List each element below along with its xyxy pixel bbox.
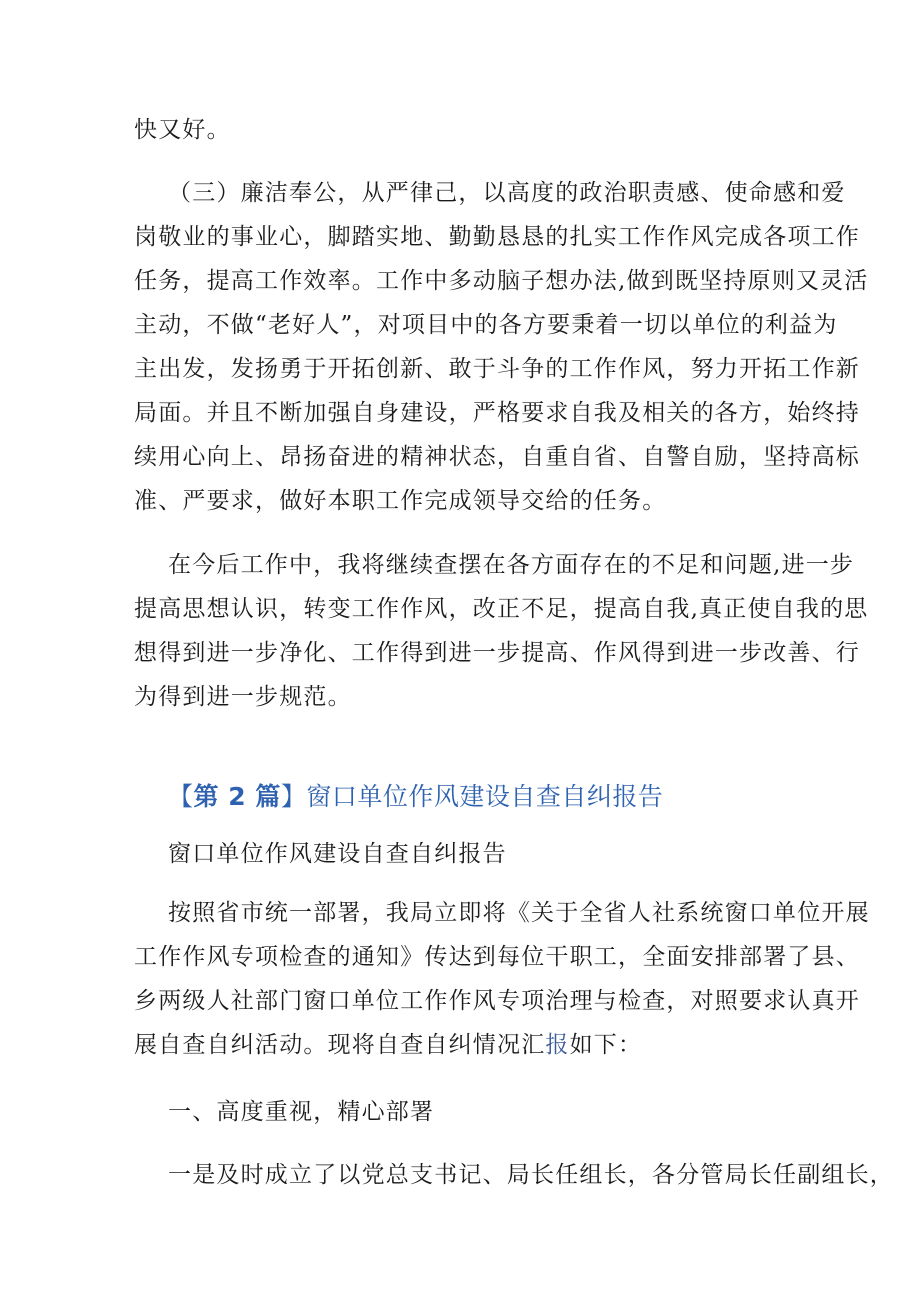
paragraph-line: 续用心向上、昂扬奋进的精神状态，自重自省、自警自励，坚持高标 [134,444,860,470]
paragraph-line: 为得到进一步规范。 [134,684,352,710]
paragraph-line: 岗敬业的事业心，脚踏实地、勤勤恳恳的扎实工作作风完成各项工作 [134,224,860,250]
paragraph-line: 主出发，发扬勇于开拓创新、敢于斗争的工作作风，努力开拓工作新 [134,356,860,382]
paragraph-line: 主动，不做“老好人”，对项目中的各方要秉着一切以单位的利益为 [134,312,838,338]
document-subtitle: 窗口单位作风建设自查自纠报告 [168,841,507,867]
paragraph-line: 在今后工作中，我将继续查摆在各方面存在的不足和问题,进一步 [168,552,855,578]
paragraph-line: 准、严要求，做好本职工作完成领导交给的任务。 [134,488,667,514]
paragraph-link: 报 [545,1032,570,1058]
paragraph-text: 展自查自纠活动。现将自查自纠情况汇 [134,1032,546,1058]
paragraph-line [134,1030,642,1060]
paragraph-line: 乡两级人社部门窗口单位工作作风专项治理与检查，对照要求认真开 [134,988,860,1014]
heading-bracket-open: 【 [168,782,194,811]
section-title: 一、高度重视，精心部署 [168,1099,435,1125]
paragraph-line: 快又好。 [134,117,231,143]
paragraph-line: 提高思想认识，转变工作作风，改正不足，提高自我,真正使自我的思 [134,596,869,622]
heading-bracket-close: 】 [280,782,307,811]
heading-title: 窗口单位作风建设自查自纠报告 [306,782,664,811]
section-heading [168,780,663,814]
paragraph-line: 一是及时成立了以党总支书记、局长任组长，各分管局长任副组长， [168,1162,894,1188]
paragraph-line: 工作作风专项检查的通知》传达到每位干职工，全面安排部署了县、 [134,944,860,970]
paragraph-text: 如下： [569,1032,643,1058]
paragraph-line: （三）廉洁奉公，从严律己，以高度的政治职责感、使命感和爱 [168,180,846,206]
paragraph-line: 任务，提高工作效率。工作中多动脑子想办法,做到既坚持原则又灵活 [134,268,869,294]
paragraph-line: 局面。并且不断加强自身建设，严格要求自我及相关的各方，始终持 [134,400,860,426]
paragraph-line: 想得到进一步净化、工作得到进一步提高、作风得到进一步改善、行 [134,640,860,666]
paragraph-line: 按照省市统一部署，我局立即将《关于全省人社系统窗口单位开展 [168,900,870,926]
heading-label: 第 2 篇 [193,782,281,811]
